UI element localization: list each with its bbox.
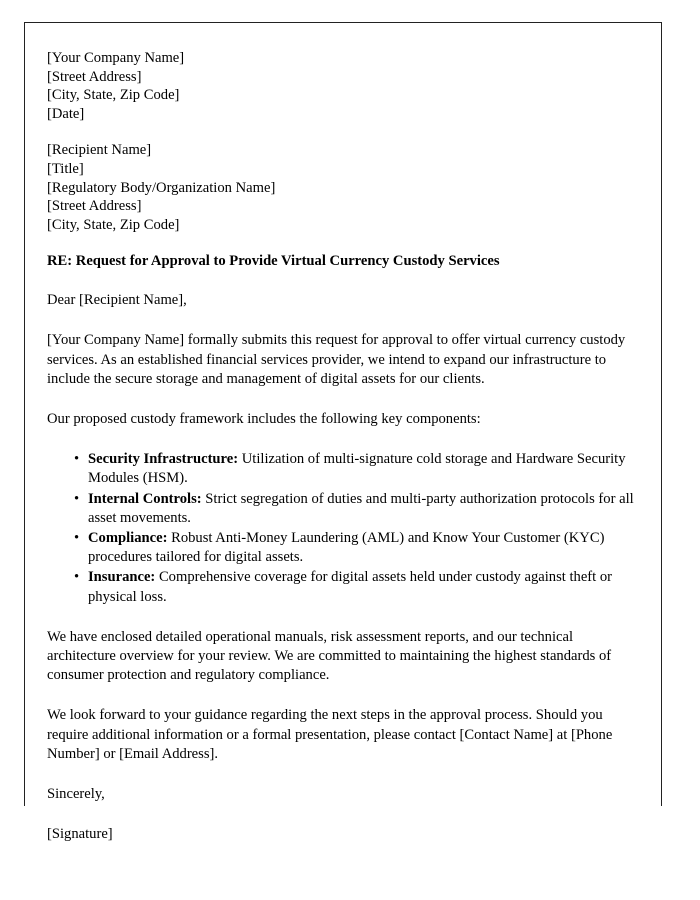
recipient-address-line: [Recipient Name] [47, 142, 152, 159]
components-list [47, 450, 637, 607]
sender-address-line: [Street Address] [47, 68, 142, 85]
document-page [24, 22, 662, 842]
recipient-address-line: [Title] [47, 160, 84, 177]
body-paragraph-4: We look forward to your guidance regarding the next steps in the approval process. Should you require additional information or a formal presentation, please contact [Contact Name] at [Phone Number] or [Email Address]. [47, 707, 613, 762]
body-paragraph-1: [Your Company Name] formally submits this request for approval to offer virtual currency custody services. As an established financial services provider, we intend to expand our infrastructure to include the secure storage and management of digital assets for our clients. [47, 332, 626, 387]
sender-address-line: [City, State, Zip Code] [47, 87, 180, 104]
list-item [88, 529, 644, 567]
signature-placeholder: [Signature] [47, 826, 113, 842]
list-item [88, 450, 644, 488]
list-item-text: Robust Anti-Money Laundering (AML) and Know Your Customer (KYC) procedures tailored for digital assets. [88, 529, 605, 566]
list-item [88, 568, 644, 606]
list-item-term: Internal Controls: [88, 490, 202, 507]
recipient-address-line: [City, State, Zip Code] [47, 216, 180, 233]
letter-body [47, 49, 637, 844]
recipient-address-block [47, 141, 637, 234]
salutation: Dear [Recipient Name], [47, 292, 187, 309]
list-item-term: Compliance: [88, 529, 168, 546]
closing-line: Sincerely, [47, 786, 105, 802]
body-paragraph-3: We have enclosed detailed operational manuals, risk assessment reports, and our technical architecture overview for your review. We are committed to maintaining the highest standards of consumer protection and regulatory compliance. [47, 628, 612, 684]
recipient-address-line: [Regulatory Body/Organization Name] [47, 179, 276, 196]
sender-address-block [47, 49, 637, 123]
subject-line: RE: Request for Approval to Provide Virtual Currency Custody Services [47, 253, 500, 270]
recipient-address-line: [Street Address] [47, 198, 142, 215]
list-item-term: Security Infrastructure: [88, 451, 239, 468]
list-item-text: Strict segregation of duties and multi-party authorization protocols for all asset movements. [88, 490, 634, 526]
list-item-text: Comprehensive coverage for digital assets held under custody against theft or physical loss. [88, 569, 613, 605]
list-item-text: Utilization of multi-signature cold storage and Hardware Security Modules (HSM). [88, 451, 626, 487]
list-item-term: Insurance: [88, 569, 156, 586]
sender-address-line: [Your Company Name] [47, 50, 185, 66]
list-item [88, 490, 644, 528]
body-paragraph-2: Our proposed custody framework includes the following key components: [47, 410, 481, 427]
sender-date-line: [Date] [47, 105, 85, 122]
